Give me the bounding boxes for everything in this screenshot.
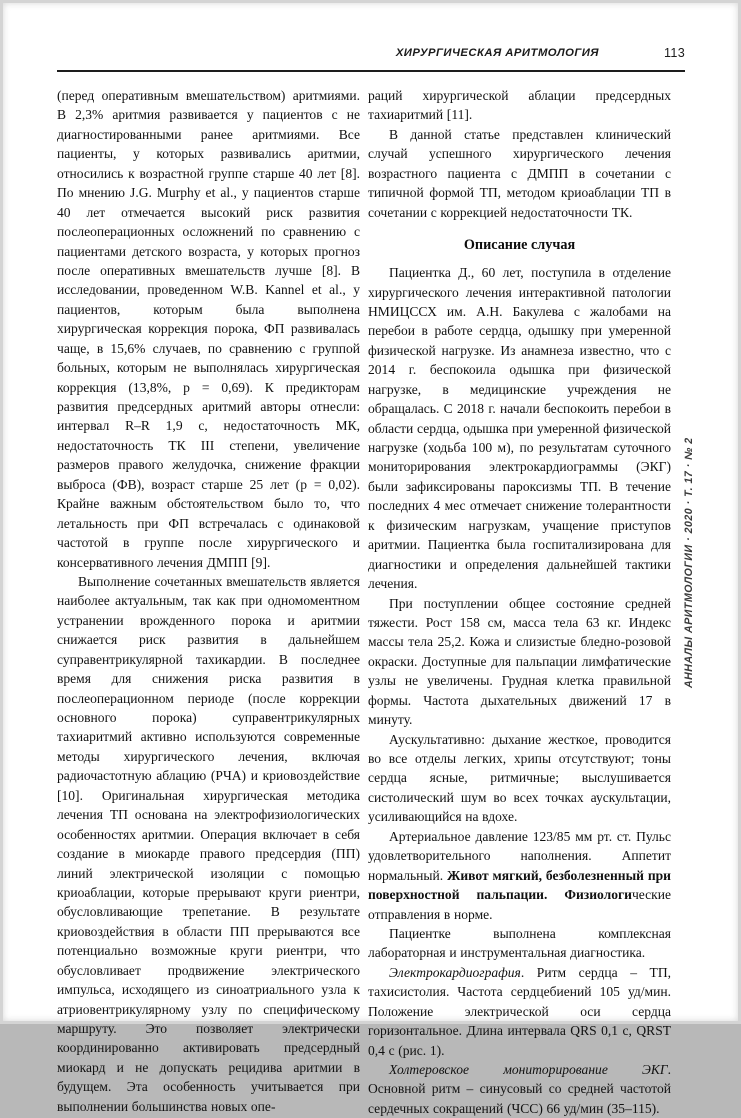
paragraph-continued: раций хирургической аблации предсердных тахиаритмий [11]. [368,88,671,123]
bp-lead-text: Артериальное давление 123/85 мм рт. ст. Пульс удовлетворительного наполнения. Аппетит нормальный. [368,828,671,883]
right-column [368,86,671,1118]
paragraph: Пациентка Д., 60 лет, поступила в отделение хирургического лечения интерактивной патологии НМИЦССХ им. А.Н. Бакулева с жалобами на перебои в работе сердца, одышку при умеренной физической нагрузке. Из анамнеза известно, что с 2014 г. беспокоила одышка при физической нагрузке, в медицинские учреждения не обращалась. С 2018 г. начали беспокоить перебои в области сердца, одышка при умеренной физической нагрузке (ходьба 100 м), по результатам суточного мониторирования электрокардиограммы (ЭКГ) были зафиксированы пароксизмы ТП. В течение последних 4 мес отмечает снижение толерантности к физическим нагрузкам, учащение приступов аритмии. Пациентка была госпитализирована для диагностики и определения дальнейшей тактики лечения. [368,265,671,592]
holter-body-text: . Основной ритм – синусовый со средней частотой сердечных сокращений (ЧСС) 66 уд/мин (35–115). [368,1062,671,1116]
side-running-head: АННАЛЫ АРИТМОЛОГИИ · 2020 · Т. 17 · № 2 [683,437,695,688]
running-head [57,47,685,73]
bp-bold-text-2: Физиологи [564,887,632,903]
page-number: 113 [664,46,685,60]
ecg-body-text: . Ритм сердца – ТП, тахисистолия. Частота сердцебиений 105 уд/мин. Положение электрической оси сердца горизонтальное. Длина интервала QRS 0,1 с, QRST 0,4 с (рис. 1). [368,964,671,1058]
paragraph: Аускультативно: дыхание жесткое, проводится во все отделы легких, хрипы отсутствуют; тоны сердца ясные, ритмичные; выслушивается систолический шум во всех точках аускультации, усиливающийся на вдохе. [368,731,671,825]
bp-tail-text: ческие отправления в норме. [368,887,671,922]
paragraph: При поступлении общее состояние средней тяжести. Рост 158 см, масса тела 63 кг. Индекс массы тела 25,2. Кожа и слизистые бледно-розовой окраски. Доступные для пальпации лимфатические узлы не увеличены. Грудная клетка правильной формы. Частота дыхательных движений 17 в минуту. [368,595,671,728]
ecg-term-label: Электрокардиография [389,964,521,980]
paragraph-blood-pressure [368,827,671,924]
section-heading: Описание случая [463,237,576,254]
paragraph: (перед оперативным вмешательством) аритмиями. В 2,3% аритмия развивается у пациентов с не диагностированными ранее аритмиями. Все пациенты, у которых развивались аритмии, относились к возрастной группе старше 40 лет [8]. По мнению J.G. Murphy et al., у пациентов старше 40 лет отмечается высокий риск развития послеоперационных осложнений по сравнению с пациентами детского возраста, у которых прогноз после оперативных вмешательств лучше [8]. В исследовании, проведенном W.B. Kannel et al., у пациентов, которым была выполнена хирургическая коррекция порока, ФП развивалась чаще, в 15,6% случаев, по сравнению с группой больных, которым не выполнялась хирургическая коррекция (13,8%, p = 0,69). К предикторам развития предсердных аритмий авторы отнесли: интервал R–R 1,9 с, недостаточность МК, недостаточность ТК III степени, увеличение размеров правого желудочка, снижение фракции выброса (ФВ), возраст старше 25 лет (p = 0,02). Крайне важным обстоятельством было то, что летальность при ФП встречалась с одинаковой частотой в группе после хирургического и консервативного лечения ДМПП [9]. [57,88,360,570]
paragraph-lab-diagnostics: Пациентке выполнена комплексная лабораторная и инструментальная диагностика. [368,925,671,961]
paragraph: Выполнение сочетанных вмешательств является наиболее актуальным, так как при одномоментном устранении врожденного порока и аритмии снижается риск развития в дальнейшем суправентрикулярной тахикардии. В последнее время для снижения риска развития в послеоперационном периоде (после коррекции основного порока) суправентрикулярных тахиаритмий активно используются современные методы хирургического лечения, включая радиочастотную аблацию (РЧА) и криовоздействие [10]. Оригинальная хирургическая методика лечения ТП основана на электрофизиологических особенностях аритмии. Операция включает в себя создание в миокарде правого предсердия (ПП) линий электрической изоляции с помощью криоаблации, которые прерывают круги риентри, обусловливающие трепетание. В результате криовоздействия в области ПП прерываются все потенциально возможные круги риентри, что обусловливает продвижение электрического импульса, исходящего из синоатриального узла к атриовентрикулярному узлу по специфическому маршруту. Это позволяет электрически координированно активировать предсердный миокард и не допускать рецидива аритмии в будущем. Эта особенность учитывается при выполнении большинства новых опе- [57,573,360,1114]
bp-bold-text-1: Живот мягкий, безболезненный при поверхностной пальпации. [368,867,671,903]
paragraph-holter [368,1060,671,1118]
paragraph-ecg [368,963,671,1060]
paragraph: В данной статье представлен клинический случай успешного хирургического лечения возрастного пациента с ДМПП в сочетании с типичной формой ТП, методом криоаблации ТП в сочетании с коррекцией недостаточности ТК. [368,126,671,220]
left-column [57,86,360,1116]
running-head-title: ХИРУРГИЧЕСКАЯ АРИТМОЛОГИЯ [395,47,599,59]
holter-term-label: Холтеровское мониторирование ЭКГ [389,1062,668,1077]
running-head-rule [57,70,685,72]
